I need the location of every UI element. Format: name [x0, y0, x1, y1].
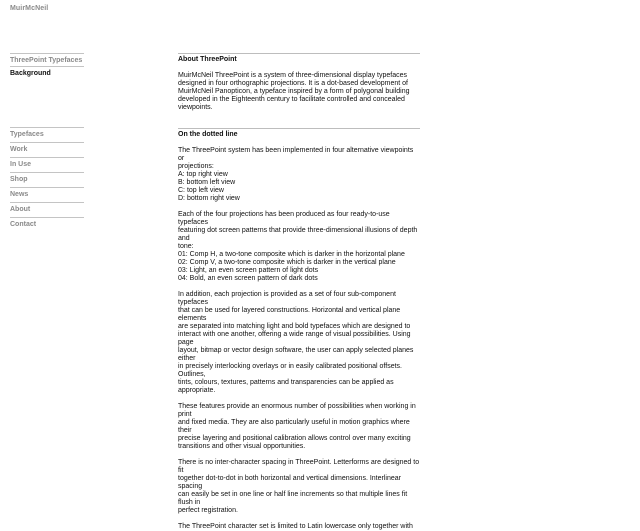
nav-item-shop[interactable]: Shop: [10, 172, 84, 187]
sub-navigation: [10, 53, 84, 79]
nav-item-typefaces[interactable]: Typefaces: [10, 127, 84, 142]
subnav-item-background[interactable]: Background: [10, 66, 84, 79]
section-about-threepoint: [178, 53, 420, 112]
brand-logo[interactable]: MuirMcNeil: [10, 5, 49, 12]
article-content: [178, 53, 420, 531]
section-on-the-dotted-line: [178, 128, 420, 531]
paragraph: There is no inter-character spacing in ThreePoint. Letterforms are designed to fit together dot-to-dot in both horizontal and vertical dimensions. Interlinear spacing can easily be set in one line or half line increments so that multiple lines fit flush in perfect registration.: [178, 459, 420, 514]
paragraph: Each of the four projections has been produced as four ready-to-use typefaces featuring dot screen patterns that provide three-dimensional illusions of depth and tone: 01: Comp H, a two-tone composite which is darker in the horizontal plane 02: Comp V, a two-tone composite which is darker in the vertical plane 03: Light, an even screen pattern of light dots 04: Bold, an even screen pattern of dark dots: [178, 211, 418, 282]
nav-item-in-use[interactable]: In Use: [10, 157, 84, 172]
paragraph: These features provide an enormous number of possibilities when working in print and fixed media. They are also particularly useful in motion graphics where their precise layering and positional calibration allows control over many exciting transitions and other visual opportunities.: [178, 403, 416, 450]
subnav-item-threepoint-typefaces[interactable]: ThreePoint Typefaces: [10, 53, 84, 66]
paragraph: MuirMcNeil ThreePoint is a system of three-dimensional display typefaces designed in four orthographic projections. It is a dot-based development of MuirMcNeil Panopticon, a typeface inspired by a form of polygonal building developed in the Eighteenth century to facilitate controlled and concealed viewpoints.: [178, 72, 410, 111]
section-title: About ThreePoint: [178, 53, 420, 64]
nav-item-news[interactable]: News: [10, 187, 84, 202]
paragraph: In addition, each projection is provided as a set of four sub-component typefaces that can be used for layered constructions. Horizontal and vertical plane elements are separated into matching light and bold typefaces which are designed to interact with one another, offering a wide range of visual possibilities. Using page layout, bitmap or vector design software, the user can apply selected planes either in precisely interlocking overlays or in easily calibrated positional offsets. Outlines, tints, colours, textures, patterns and transparencies can be applied as appropriate.: [178, 291, 414, 394]
main-navigation: [10, 127, 84, 232]
nav-item-about[interactable]: About: [10, 202, 84, 217]
section-title: On the dotted line: [178, 128, 420, 139]
paragraph: The ThreePoint character set is limited to Latin lowercase only together with: [178, 523, 413, 530]
paragraph: The ThreePoint system has been implemented in four alternative viewpoints or projections: A: top right view B: bottom left view C: top left view D: bottom right view: [178, 147, 414, 202]
nav-item-contact[interactable]: Contact: [10, 217, 84, 232]
nav-item-work[interactable]: Work: [10, 142, 84, 157]
